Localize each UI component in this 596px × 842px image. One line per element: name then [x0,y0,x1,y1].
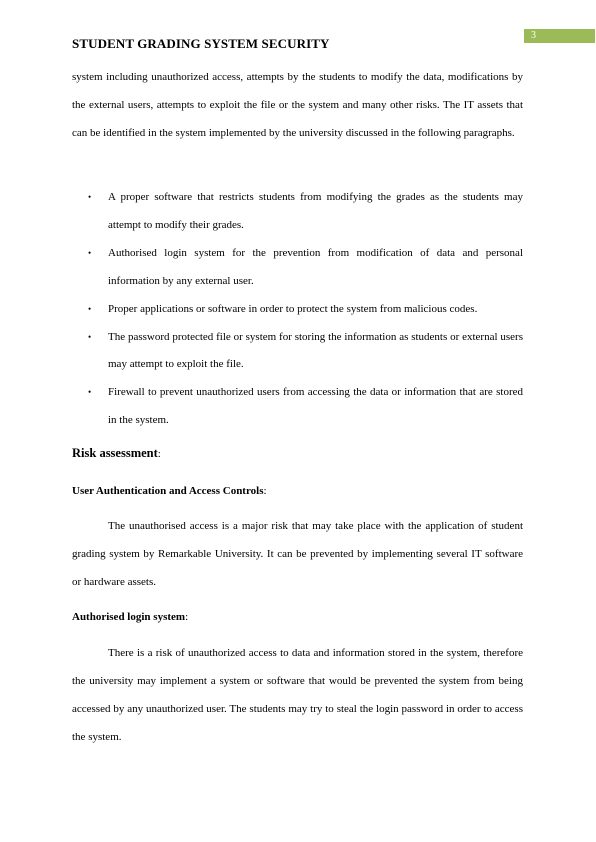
auth-login-paragraph: There is a risk of unauthorized access to data and information stored in the system, therefore the university may implement a system or software that would be prevented the system from being accessed by any unauthorized user. The students may try to steal the login password in order to access the system. [72,647,523,743]
intro-paragraph: system including unauthorized access, attempts by the students to modify the data, modifications by the external users, attempts to exploit the file or the system and many other risks. The IT assets that can be identified in the system implemented by the university discussed in the following paragraphs. [72,71,523,139]
document-body [72,64,523,148]
auth-login-heading: Authorised login system: [72,611,189,623]
page-number-badge [524,29,595,43]
auth-login-paragraph-block [72,640,523,752]
list-item-text: Proper applications or software in order to protect the system from malicious codes. [108,302,478,315]
auth-login-heading-block [72,604,523,632]
list-item-text: Authorised login system for the prevention from modification of data and personal information by any external user. [108,246,523,287]
list-item [72,240,523,296]
bullet-icon: • [88,387,92,398]
it-assets-list [72,184,523,435]
list-item [72,184,523,240]
risk-assessment-heading-block [72,440,523,469]
bullet-icon: • [88,331,92,342]
user-auth-heading: User Authentication and Access Controls: [72,485,267,497]
user-auth-paragraph-block [72,513,523,597]
bullet-icon: • [88,192,92,202]
list-item-text: The password protected file or system for storing the information as students or external users may attempt to exploit the file. [108,330,523,371]
user-auth-heading-block [72,478,523,506]
list-item [72,296,523,324]
list-item [72,379,523,435]
page-number: 3 [531,30,536,41]
user-auth-paragraph: The unauthorised access is a major risk that may take place with the application of student grading system by Remarkable University. It can be prevented by implementing several IT software or hardware assets. [72,520,523,588]
risk-assessment-heading: Risk assessment: [72,446,161,460]
bullet-icon: • [88,247,92,258]
list-item-text: A proper software that restricts students from modifying the grades as the students may attempt to modify their grades. [108,191,523,231]
list-item [72,324,523,380]
list-item-text: Firewall to prevent unauthorized users from accessing the data or information that are stored in the system. [108,386,523,427]
running-header-title: STUDENT GRADING SYSTEM SECURITY [72,36,330,51]
it-assets-list-container [72,184,523,435]
bullet-icon: • [88,303,92,314]
